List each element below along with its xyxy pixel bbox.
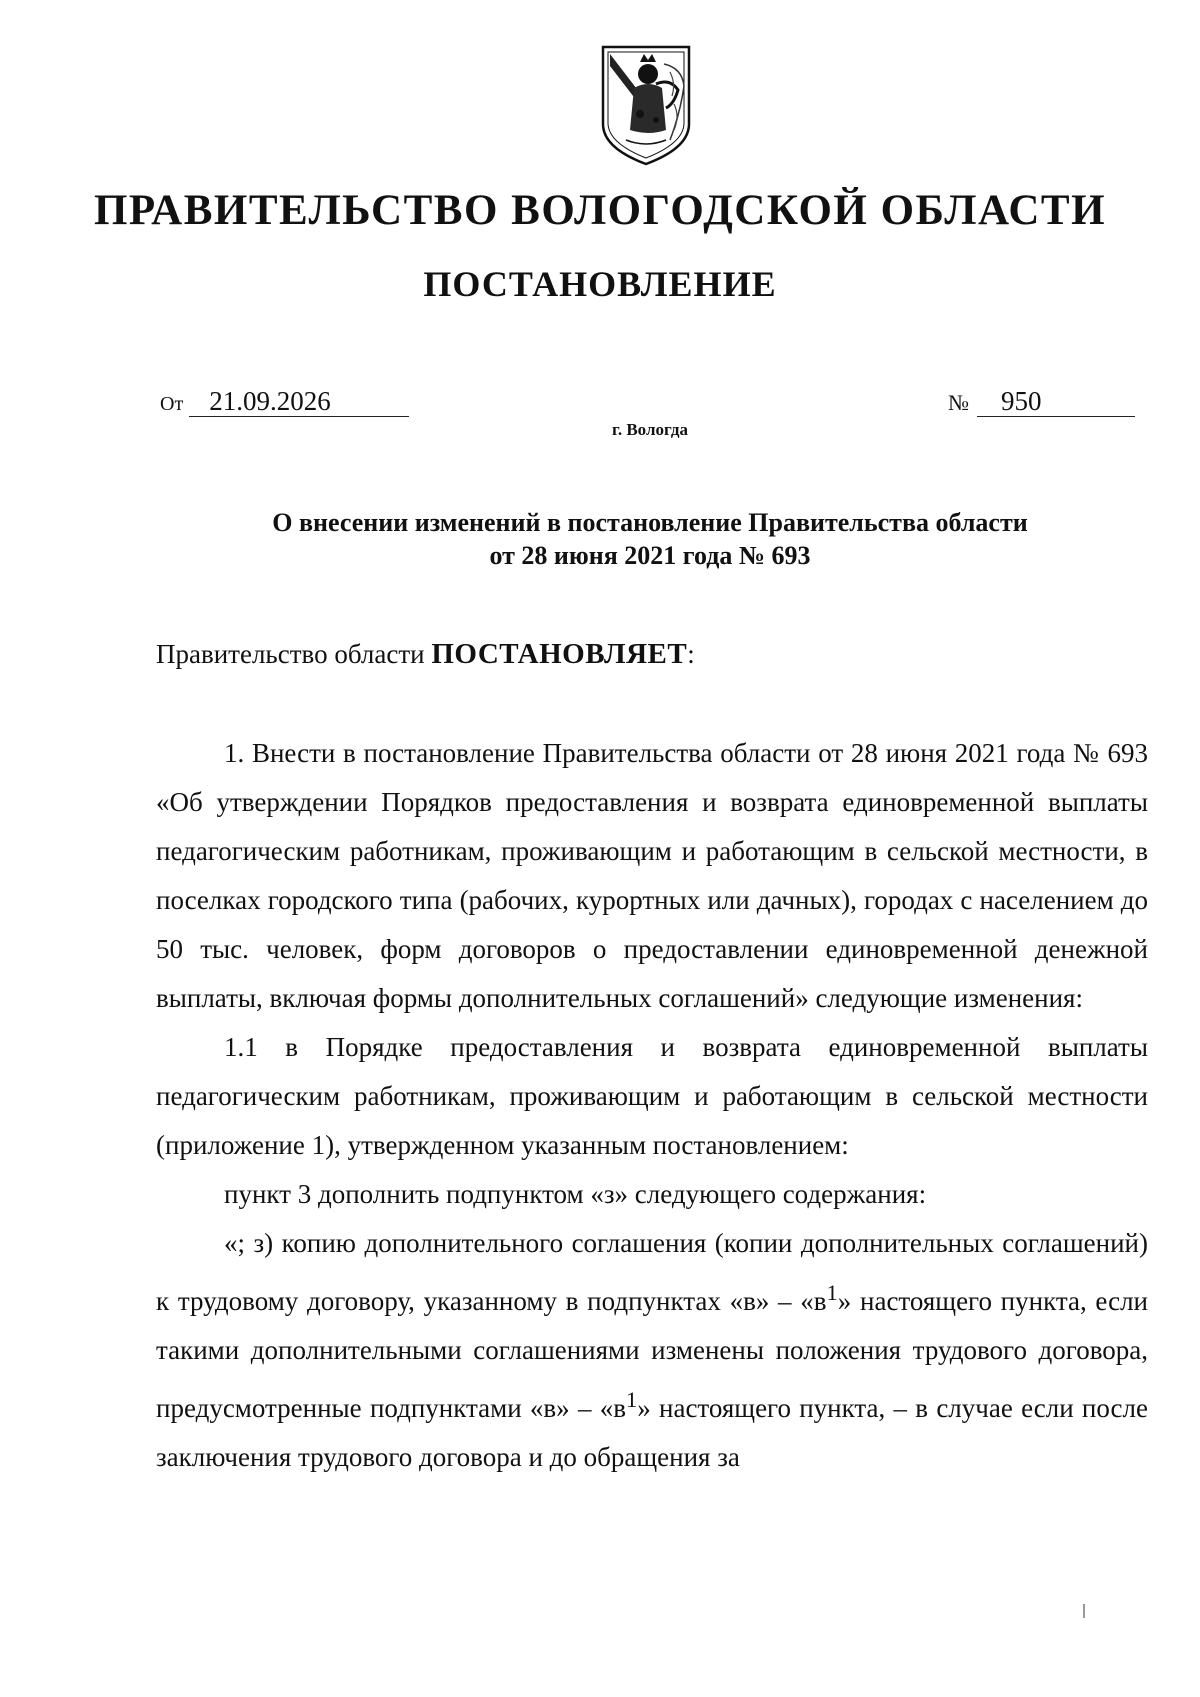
decree-colon: : xyxy=(687,639,695,669)
document-type: ПОСТАНОВЛЕНИЕ xyxy=(423,264,777,304)
subpoint-text-a: «; з) копию дополнительного соглашения (копии дополнительных соглашений) к трудовому договору, указанному в подпунктах «в» – «в xyxy=(156,1228,1148,1316)
subpoint-text-c: » настоящего пункта, – в случае если после заключения трудового договора и до обращения за xyxy=(156,1393,1148,1472)
number-field xyxy=(948,386,1135,418)
paragraph-subpoint-z xyxy=(156,1219,1148,1482)
paragraph-1-1: 1.1 в Порядке предоставления и возврата единовременной выплаты педагогическим работникам, проживающим и работающим в сельской местности (приложение 1), утвержденном указанным постановлением: xyxy=(156,1032,1148,1160)
subpoint-text-b: » настоящего пункта, если такими дополнительными соглашениями изменены положения трудового договора, предусмотренные подпунктами «в» – «в xyxy=(156,1286,1148,1423)
decree-intro xyxy=(156,630,1148,679)
paragraph-point-3: пункт 3 дополнить подпунктом «з» следующего содержания: xyxy=(224,1179,927,1209)
number-value: 950 xyxy=(977,386,1135,417)
government-title: ПРАВИТЕЛЬСТВО ВОЛОГОДСКОЙ ОБЛАСТИ xyxy=(93,187,1107,234)
decree-intro-text: Правительство области xyxy=(156,639,432,669)
date-value: 21.09.2026 xyxy=(189,386,409,417)
paragraph-1: 1. Внести в постановление Правительства области от 28 июня 2021 года № 693 «Об утверждении Порядков предоставления и возврата единовременной выплаты педагогическим работникам, проживающим и работающим в сельской местности, в поселках городского типа (рабочих, курортных или дачных), городах с населением до 50 тыс. человек, форм договоров о предоставлении единовременной денежной выплаты, включая формы дополнительных соглашений» следующие изменения: xyxy=(156,738,1148,1013)
city-label: г. Вологда xyxy=(612,420,688,439)
document-subject xyxy=(180,506,1120,572)
date-prefix: От xyxy=(160,393,184,415)
superscript-1: 1 xyxy=(826,1280,838,1305)
number-prefix: № xyxy=(948,390,969,415)
document-body xyxy=(156,630,1148,1482)
vologda-coat-of-arms-icon xyxy=(600,44,692,168)
superscript-2: 1 xyxy=(625,1387,638,1412)
scan-mark xyxy=(1083,1604,1085,1618)
date-field xyxy=(160,386,409,419)
subject-line-1: О внесении изменений в постановление Правительства области xyxy=(272,508,1028,537)
subject-line-2: от 28 июня 2021 года № 693 xyxy=(489,541,811,570)
decree-verb: ПОСТАНОВЛЯЕТ xyxy=(431,638,688,670)
